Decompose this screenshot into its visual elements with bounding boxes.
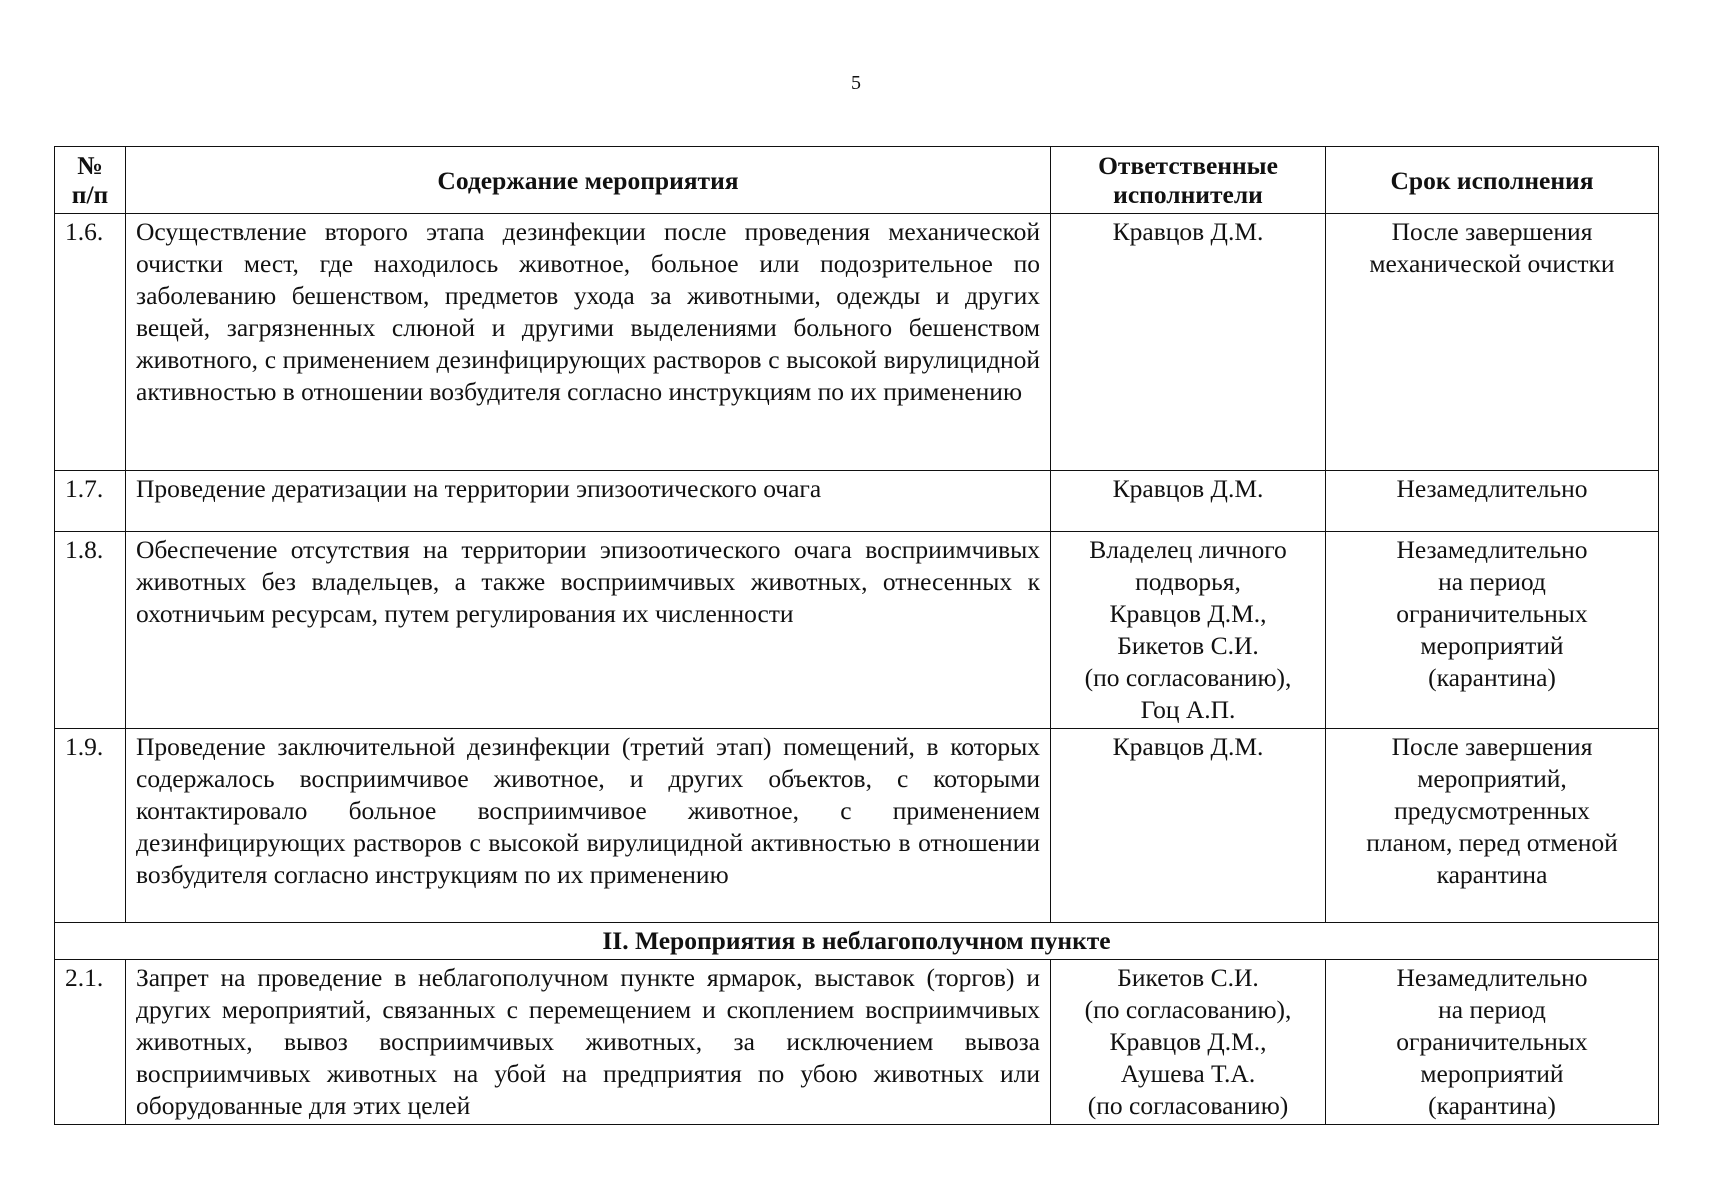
table-header-row (55, 147, 1659, 214)
responsible-line: (по согласованию), (1084, 995, 1292, 1024)
responsible-line: Владелец личного (1089, 535, 1287, 564)
responsible-line: Кравцов Д.М., (1109, 1027, 1267, 1056)
table-row (55, 729, 1659, 923)
responsible-line: Кравцов Д.М. (1112, 732, 1264, 761)
responsible-line: (по согласованию) (1087, 1091, 1289, 1120)
deadline-line: механической очистки (1369, 249, 1615, 278)
responsible-line: Кравцов Д.М., (1109, 599, 1267, 628)
row-content: Запрет на проведение в неблагополучном пункте ярмарок, выставок (торгов) и других мероприятий, связанных с перемещением и скоплением восприимчивых животных, вывоз восприимчивых животных, за исключением вывоза восприимчивых животных на убой на предприятия по убою животных или оборудованные для этих целей (126, 960, 1051, 1125)
responsible-line: Кравцов Д.М. (1112, 474, 1264, 503)
deadline-line: мероприятий (1420, 1059, 1564, 1088)
deadline-line: Незамедлительно (1396, 963, 1588, 992)
responsible-line: Гоц А.П. (1140, 695, 1236, 724)
row-number: 2.1. (55, 960, 126, 1125)
section-title: II. Мероприятия в неблагополучном пункте (55, 923, 1659, 960)
deadline-line: карантина (1436, 860, 1548, 889)
row-deadline (1326, 471, 1659, 532)
deadline-line: После завершения (1391, 217, 1593, 246)
deadline-line: на период (1438, 567, 1546, 596)
deadline-line: Незамедлительно (1396, 474, 1588, 503)
deadline-line: на период (1438, 995, 1546, 1024)
row-deadline (1326, 532, 1659, 729)
responsible-line: Бикетов С.И. (1117, 631, 1259, 660)
row-responsible (1051, 532, 1326, 729)
row-content: Проведение дератизации на территории эпизоотического очага (126, 471, 1051, 532)
responsible-line: (по согласованию), (1084, 663, 1292, 692)
row-responsible (1051, 214, 1326, 471)
header-responsible-line: исполнители (1113, 180, 1263, 209)
table-row (55, 532, 1659, 729)
responsible-line: Аушева Т.А. (1120, 1059, 1256, 1088)
deadline-line: предусмотренных (1394, 796, 1590, 825)
deadline-line: планом, перед отменой (1366, 828, 1618, 857)
section-row (55, 923, 1659, 960)
header-content: Содержание мероприятия (126, 147, 1051, 214)
responsible-line: подворья, (1135, 567, 1241, 596)
deadline-line: (карантина) (1428, 1091, 1556, 1120)
row-deadline (1326, 729, 1659, 923)
row-responsible (1051, 471, 1326, 532)
row-number: 1.7. (55, 471, 126, 532)
responsible-line: Бикетов С.И. (1117, 963, 1259, 992)
header-number-line: п/п (71, 180, 109, 209)
deadline-line: ограничительных (1396, 1027, 1588, 1056)
table-row (55, 960, 1659, 1125)
row-deadline (1326, 960, 1659, 1125)
row-responsible (1051, 960, 1326, 1125)
activities-table (54, 146, 1659, 1125)
header-responsible-line: Ответственные (1098, 151, 1278, 180)
row-number: 1.8. (55, 532, 126, 729)
row-responsible (1051, 729, 1326, 923)
deadline-line: После завершения (1391, 732, 1593, 761)
deadline-line: ограничительных (1396, 599, 1588, 628)
header-number (55, 147, 126, 214)
table-row (55, 214, 1659, 471)
deadline-line: мероприятий, (1417, 764, 1567, 793)
row-content: Обеспечение отсутствия на территории эпизоотического очага восприимчивых животных без владельцев, а также восприимчивых животных, отнесенных к охотничьим ресурсам, путем регулирования их численности (126, 532, 1051, 729)
row-number: 1.6. (55, 214, 126, 471)
row-content: Проведение заключительной дезинфекции (третий этап) помещений, в которых содержалось восприимчивое животное, и других объектов, с которыми контактировало больное восприимчивое животное, с применением дезинфицирующих растворов с высокой вирулицидной активностью в отношении возбудителя согласно инструкциям по их применению (126, 729, 1051, 923)
row-number: 1.9. (55, 729, 126, 923)
row-content: Осуществление второго этапа дезинфекции после проведения механической очистки мест, где находилось животное, больное или подозрительное по заболеванию бешенством, предметов ухода за животными, одежды и других вещей, загрязненных слюной и другими выделениями больного бешенством животного, с применением дезинфицирующих растворов с высокой вирулицидной активностью в отношении возбудителя согласно инструкциям по их применению (126, 214, 1051, 471)
header-deadline: Срок исполнения (1326, 147, 1659, 214)
row-deadline (1326, 214, 1659, 471)
header-responsible (1051, 147, 1326, 214)
header-number-line: № (77, 151, 103, 180)
deadline-line: Незамедлительно (1396, 535, 1588, 564)
table-row (55, 471, 1659, 532)
responsible-line: Кравцов Д.М. (1112, 217, 1264, 246)
deadline-line: мероприятий (1420, 631, 1564, 660)
page-number: 5 (851, 72, 861, 94)
deadline-line: (карантина) (1428, 663, 1556, 692)
